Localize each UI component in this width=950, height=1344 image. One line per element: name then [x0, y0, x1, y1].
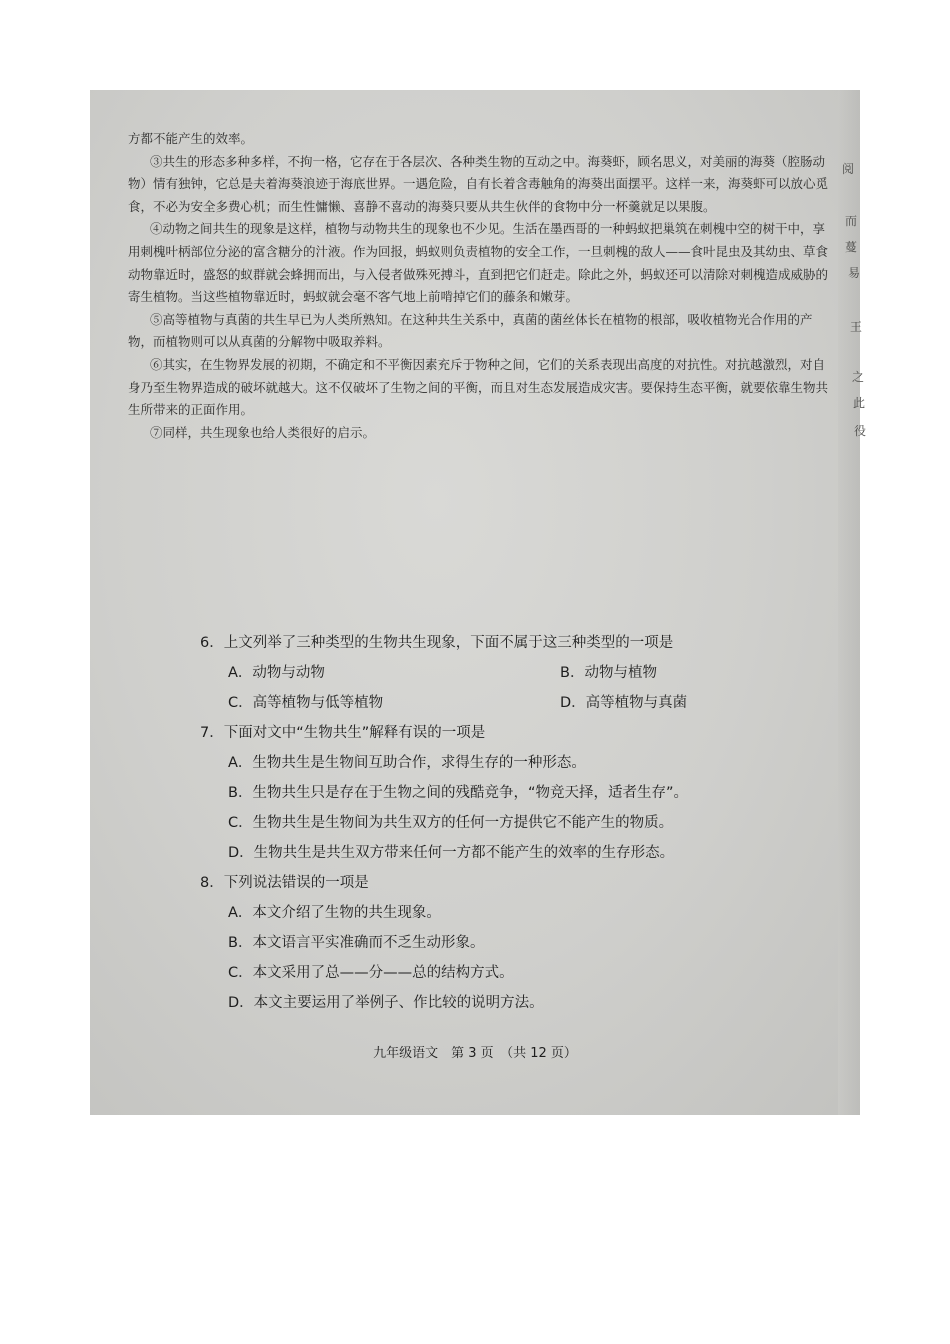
question-8-option-c: C．本文采用了总——分——总的结构方式。 [228, 965, 514, 981]
question-8-stem: 8．下列说法错误的一项是 [200, 875, 369, 891]
question-6-options-row-1 [200, 658, 800, 688]
question-6-stem: 6．上文列举了三种类型的生物共生现象，下面不属于这三种类型的一项是 [200, 635, 674, 651]
question-6-option-c: C．高等植物与低等植物 [228, 695, 384, 711]
question-7-option-d: D．生物共生是共生双方带来任何一方都不能产生的效率的生存形态。 [228, 845, 675, 861]
question-6-option-d: D．高等植物与真菌 [560, 695, 688, 711]
question-7-option-c: C．生物共生是生物间为共生双方的任何一方提供它不能产生的物质。 [228, 815, 674, 831]
edge-char: 阅 [842, 162, 855, 176]
paragraph-3: ③共生的形态多种多样，不拘一格，它存在于各层次、各种类生物的互动之中。海葵虾，顾名思义，对美丽的海葵（腔肠动物）情有独钟，它总是夫着海葵浪迹于海底世界。一遇危险，自有长着含毒触角的海葵出面摆平。这样一来，海葵虾可以放心觅食，不必为安全多费心机；而生性慵懒、喜静不喜动的海葵只要从共生伙伴的食物中分一杯羹就足以果腹。 [128, 153, 829, 214]
question-8-option-a: A．本文介绍了生物的共生现象。 [228, 905, 441, 921]
question-7-option-a: A．生物共生是生物间互助合作，求得生存的一种形态。 [228, 755, 586, 771]
edge-char: 役 [854, 424, 867, 438]
paragraph-5: ⑤高等植物与真菌的共生早已为人类所熟知。在这种共生关系中，真菌的菌丝体长在植物的根部，吸收植物光合作用的产物，而植物则可以从真菌的分解物中吸取养料。 [128, 311, 813, 350]
edge-char: 蔓 [845, 240, 858, 254]
question-6-option-a: A．动物与动物 [228, 665, 325, 681]
edge-char: 之 [852, 370, 865, 384]
paragraph-4: ④动物之间共生的现象是这样，植物与动物共生的现象也不少见。生活在墨西哥的一种蚂蚁把巢筑在刺槐中空的树干中，享用刺槐叶柄部位分泌的富含糖分的汁液。作为回报，蚂蚁则负责植物的安全工作，一旦刺槐的敌人——食叶昆虫及其幼虫、草食动物靠近时，盛怒的蚁群就会蜂拥而出，与入侵者做殊死搏斗，直到把它们赶走。除此之外，蚂蚁还可以清除对刺槐造成威胁的寄生植物。当这些植物靠近时，蚂蚁就会毫不客气地上前啃掉它们的藤条和嫩芽。 [128, 221, 829, 305]
question-6-option-b: B．动物与植物 [560, 665, 657, 681]
question-7-option-b: B．生物共生只是存在于生物之间的残酷竞争，“物竞天择，适者生存”。 [228, 785, 688, 801]
edge-char: 而 [845, 214, 858, 228]
question-8-option-b: B．本文语言平实准确而不乏生动形象。 [228, 935, 485, 951]
edge-char: 易 [848, 266, 861, 280]
reading-passage [128, 128, 828, 444]
passage-line: 方都不能产生的效率。 [128, 131, 254, 146]
paragraph-6: ⑥其实，在生物界发展的初期，不确定和不平衡因素充斥于物种之间，它们的关系表现出高度的对抗性。对抗越激烈，对自身乃至生物界造成的破坏就越大。这不仅破坏了生物之间的平衡，而且对生态发展造成灾害。要保持生态平衡，就要依靠生物共生所带来的正面作用。 [128, 356, 829, 418]
question-8-option-d: D．本文主要运用了举例子、作比较的说明方法。 [228, 995, 544, 1011]
question-7-stem: 7．下面对文中“生物共生”解释有误的一项是 [200, 725, 486, 741]
question-6-options-row-2 [200, 688, 800, 718]
question-section [200, 628, 800, 1018]
edge-char: 此 [853, 396, 866, 410]
page-footer: 九年级语文 第 3 页 （共 12 页） [373, 1046, 577, 1061]
paragraph-7: ⑦同样，共生现象也给人类很好的启示。 [150, 424, 376, 440]
edge-char: 王 [850, 320, 863, 334]
